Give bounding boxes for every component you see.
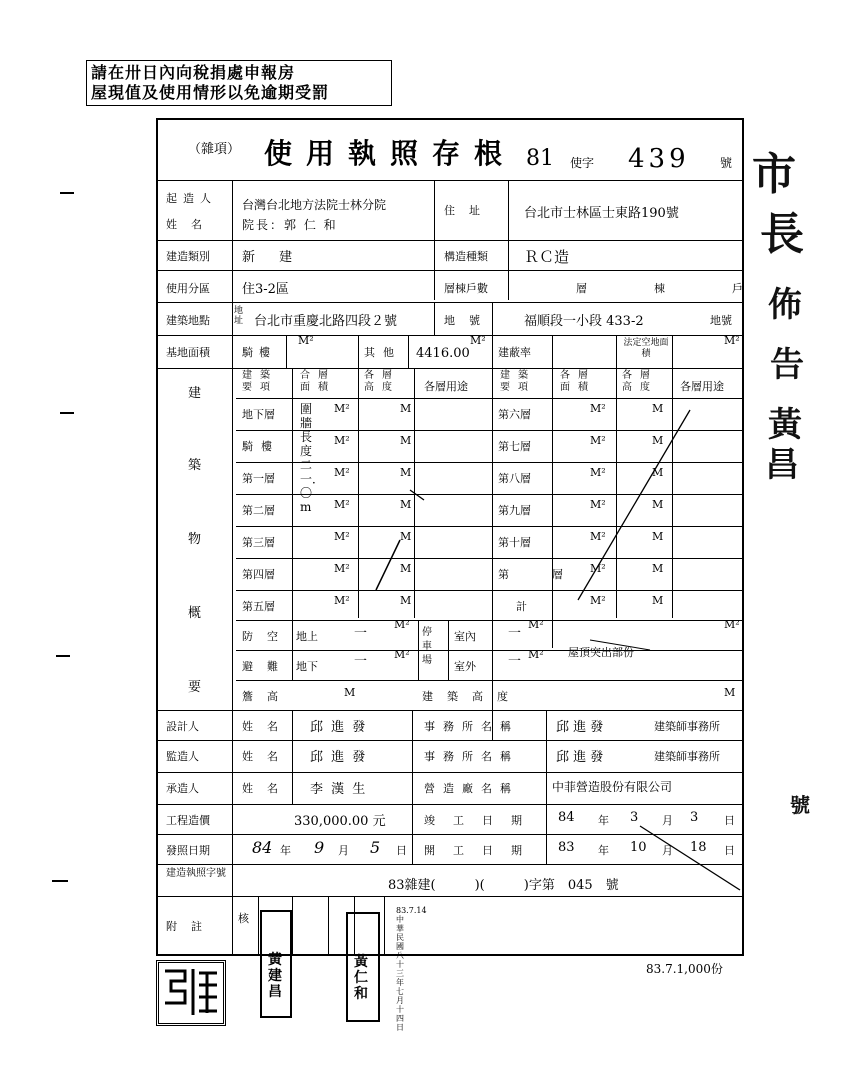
- approver-label: 核: [238, 912, 249, 925]
- arcade-label: 騎樓: [242, 346, 276, 359]
- area-unit-right: M²: [590, 434, 606, 447]
- area-unit-right: M²: [590, 530, 606, 543]
- floor-10: 第十層: [498, 536, 531, 549]
- print-count: 83.7.1,000份: [646, 962, 723, 976]
- floor-total: 計: [516, 600, 527, 613]
- cost-label: 工程造價: [166, 814, 210, 827]
- area-unit: M²: [334, 594, 350, 607]
- summary-side-3: 物: [188, 532, 202, 547]
- structure-type: ＲＣ造: [524, 248, 570, 266]
- below-dash: 一: [354, 654, 368, 669]
- other-label: 其他: [364, 346, 402, 359]
- builder-address: 台北市士林區士東路190號: [524, 206, 679, 221]
- height-unit: M: [400, 562, 412, 575]
- open-space-unit: M²: [724, 334, 740, 347]
- completion-month: 3: [630, 810, 639, 825]
- permit-suffix: 號: [720, 156, 733, 170]
- start-day: 18: [690, 840, 707, 855]
- building-height-unit: M: [724, 686, 736, 699]
- floor-5: 第五層: [242, 600, 275, 613]
- lot-suffix: 地號: [710, 314, 732, 327]
- handwritten-wall-note: 圍牆長度二一．〇m: [300, 402, 325, 514]
- build-permit-label: 建造執照字號: [166, 868, 226, 879]
- start-year-unit: 年: [598, 844, 609, 857]
- open-space-label: 法定空地面積: [623, 338, 669, 359]
- designer-name-label: 姓名: [242, 720, 292, 733]
- area-unit: M²: [334, 466, 350, 479]
- header-area: 合層面積: [300, 370, 336, 393]
- issue-label: 發照日期: [166, 844, 210, 857]
- floors-unit: 層: [576, 282, 587, 295]
- height-unit: M: [400, 402, 412, 415]
- permit-prefix: 使字: [570, 156, 595, 170]
- height-unit: M: [400, 434, 412, 447]
- side-char-4: 告: [770, 345, 804, 385]
- completion-day-unit: 日: [724, 814, 735, 827]
- stamp-date-note: 83.7.14 中華民國八十三年七月十四日: [396, 906, 427, 1032]
- floor-n: 第 層: [498, 568, 579, 581]
- height-unit-right: M: [652, 402, 664, 415]
- height-unit-right: M: [652, 498, 664, 511]
- supervisor-office: 邱 進 發: [556, 750, 604, 765]
- eave-unit: M: [344, 686, 356, 699]
- evac-label: 避難: [242, 660, 292, 673]
- form-title: 使用執照存根: [264, 137, 517, 170]
- height-unit-right: M: [652, 466, 664, 479]
- floor-7: 第七層: [498, 440, 531, 453]
- site-area-label: 基地面積: [166, 346, 210, 359]
- header-item-2: 建築要項: [500, 370, 536, 393]
- floor-8: 第八層: [498, 472, 531, 485]
- eave-label: 簷高: [242, 690, 292, 703]
- floor-9: 第九層: [498, 504, 531, 517]
- header-height-2: 各層高度: [622, 370, 658, 393]
- height-unit-right: M: [652, 434, 664, 447]
- permit-number: 439: [628, 144, 690, 174]
- outdoor-label: 室外: [454, 660, 476, 673]
- floor-1: 第一層: [242, 472, 275, 485]
- issue-day: 5: [370, 838, 381, 857]
- outdoor-unit: M²: [528, 648, 544, 661]
- units-unit: 戶: [732, 282, 743, 295]
- summary-side-5: 要: [188, 680, 202, 695]
- start-year: 83: [558, 840, 575, 855]
- below-unit: M²: [394, 648, 410, 661]
- summary-side-4: 概: [188, 606, 202, 621]
- contractor-firm: 中菲營造股份有限公司: [552, 780, 673, 794]
- header-item: 建築要項: [242, 370, 278, 393]
- floor-arcade: 騎樓: [242, 440, 280, 453]
- contractor-name-label: 姓名: [242, 782, 292, 795]
- contractor-name: 李 漢 生: [310, 782, 368, 797]
- coverage-label: 建蔽率: [498, 346, 531, 359]
- start-month-unit: 月: [662, 844, 673, 857]
- above-label: 地上: [296, 630, 318, 643]
- outdoor-dash: 一: [508, 654, 522, 669]
- height-unit: M: [400, 498, 412, 511]
- other-unit: M²: [470, 334, 486, 347]
- designer-office-suffix: 建築師事務所: [654, 720, 720, 733]
- area-unit: M²: [334, 530, 350, 543]
- completion-year: 84: [558, 810, 575, 825]
- indoor-dash: 一: [508, 626, 522, 641]
- category-label: （雜項）: [188, 142, 241, 157]
- side-char-2: 長: [760, 209, 804, 260]
- height-unit-right: M: [652, 530, 664, 543]
- site-address: 台北市重慶北路四段２號: [254, 314, 398, 329]
- designer-office: 邱 進 發: [556, 720, 604, 735]
- header-height: 各層高度: [364, 370, 400, 393]
- build-type: 新 建: [242, 250, 303, 265]
- above-dash: 一: [354, 626, 368, 641]
- header-area-2: 各層面積: [560, 370, 596, 393]
- officer-name: 黃建昌: [268, 952, 282, 1000]
- area-unit-right: M²: [590, 594, 606, 607]
- completion-month-unit: 月: [662, 814, 673, 827]
- issue-year-unit: 年: [280, 844, 291, 857]
- start-label: 開工日期: [424, 844, 540, 857]
- start-day-unit: 日: [724, 844, 735, 857]
- floor-4: 第四層: [242, 568, 275, 581]
- issue-day-unit: 日: [396, 844, 407, 857]
- below-label: 地下: [296, 660, 318, 673]
- builder-name: 台灣台北地方法院士林分院: [242, 198, 387, 212]
- height-unit-right: M: [652, 594, 664, 607]
- issue-month-unit: 月: [338, 844, 349, 857]
- start-month: 10: [630, 840, 647, 855]
- summary-side-2: 築: [188, 458, 202, 473]
- contractor-label: 承造人: [166, 782, 199, 795]
- above-unit: M²: [394, 618, 410, 631]
- lot-number: 福順段一小段 433-2: [524, 314, 644, 329]
- roof-label: 屋頂突出部份: [568, 646, 634, 659]
- build-permit-number: 83雜建( )( )字第 045 號: [388, 878, 619, 893]
- side-char-6: 昌: [765, 445, 799, 485]
- supervisor-name: 邱 進 發: [310, 750, 368, 765]
- completion-day: 3: [690, 810, 699, 825]
- height-unit-right: M: [652, 562, 664, 575]
- area-unit-right: M²: [590, 402, 606, 415]
- air-raid-label: 防空: [242, 630, 292, 643]
- area-unit-right: M²: [590, 466, 606, 479]
- floor-3: 第三層: [242, 536, 275, 549]
- supervisor-office-label: 事務所名稱: [424, 750, 519, 763]
- parking-label: 停車場: [422, 627, 432, 666]
- header-use-2: 各層用途: [680, 380, 724, 393]
- builder-name-label: 姓名: [166, 218, 216, 231]
- side-char-3: 佈: [768, 285, 802, 325]
- other-area: 4416.00: [416, 346, 470, 361]
- area-unit-right: M²: [590, 498, 606, 511]
- area-unit-right: M²: [590, 562, 606, 575]
- note-line-2: 屋現值及使用情形以免逾期受罰: [91, 83, 330, 102]
- designer-office-label: 事務所名稱: [424, 720, 519, 733]
- site-addr-tag: 地址: [234, 306, 244, 326]
- issue-year: 84: [252, 838, 273, 857]
- designer-label: 設計人: [166, 720, 199, 733]
- site-label: 建築地點: [166, 314, 210, 327]
- floor-basement: 地下層: [242, 408, 275, 421]
- completion-year-unit: 年: [598, 814, 609, 827]
- area-unit: M²: [334, 402, 350, 415]
- structure-label: 構造種類: [444, 250, 488, 263]
- supervisor-name-label: 姓名: [242, 750, 292, 763]
- floor-2: 第二層: [242, 504, 275, 517]
- supervisor-label: 監造人: [166, 750, 199, 763]
- area-unit: M²: [334, 562, 350, 575]
- address-label: 住址: [444, 204, 494, 217]
- builder-representative: 院長：郭 仁 和: [242, 218, 338, 232]
- permit-year: 81: [526, 146, 554, 171]
- indoor-unit: M²: [528, 618, 544, 631]
- height-unit: M: [400, 594, 412, 607]
- side-char-7: 號: [790, 793, 810, 817]
- area-unit: M²: [334, 498, 350, 511]
- build-type-label: 建造類別: [166, 250, 210, 263]
- arcade-unit: M²: [298, 334, 314, 347]
- cost-value: 330,000.00 元: [294, 814, 386, 829]
- floor-6: 第六層: [498, 408, 531, 421]
- building-height-label: 建築高度: [422, 690, 522, 703]
- director-name: 黃仁和: [354, 954, 368, 1002]
- remark-label: 附註: [166, 920, 216, 933]
- supervisor-office-suffix: 建築師事務所: [654, 750, 720, 763]
- floor-count-label: 層棟戶數: [444, 282, 488, 295]
- buildings-unit: 棟: [654, 282, 665, 295]
- builder-label: 起造人: [166, 192, 217, 205]
- height-unit: M: [400, 530, 412, 543]
- indoor-label: 室內: [454, 630, 476, 643]
- summary-side-1: 建: [188, 386, 202, 401]
- roof-unit: M²: [724, 618, 740, 631]
- side-char-5: 黃: [768, 405, 802, 445]
- zone-value: 住3-2區: [242, 282, 289, 297]
- issue-month: 9: [314, 838, 325, 857]
- completion-label: 竣工日期: [424, 814, 540, 827]
- note-line-1: 請在卅日內向稅捐處申報房: [91, 63, 296, 82]
- area-unit: M²: [334, 434, 350, 447]
- designer-name: 邱 進 發: [310, 720, 368, 735]
- lot-label: 地號: [444, 314, 494, 327]
- side-char-1: 市: [752, 149, 796, 200]
- contractor-firm-label: 營造廠名稱: [424, 782, 519, 795]
- zone-label: 使用分區: [166, 282, 210, 295]
- header-use: 各層用途: [424, 380, 468, 393]
- height-unit: M: [400, 466, 412, 479]
